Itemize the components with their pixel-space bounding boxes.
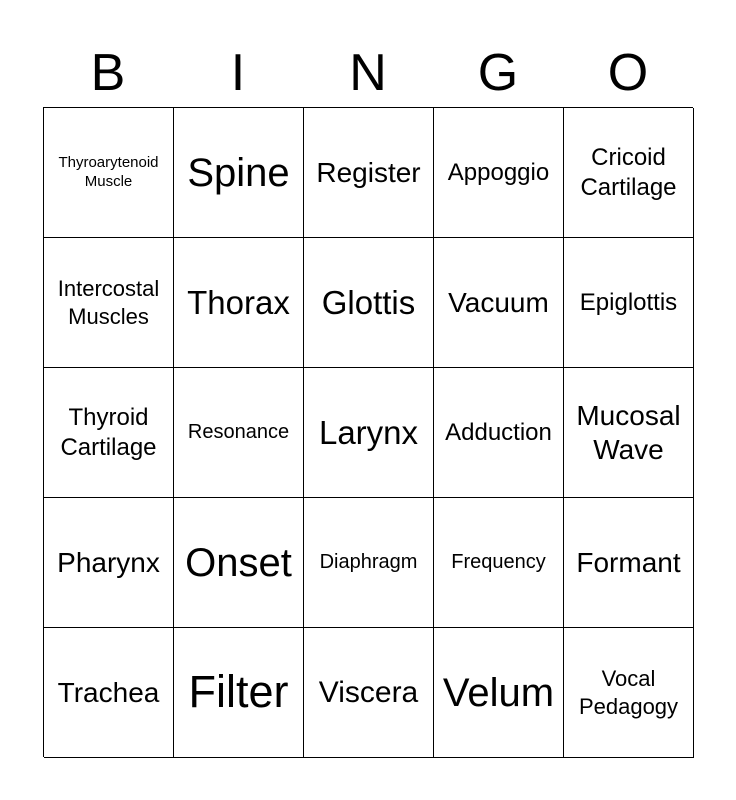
bingo-cell[interactable]: Onset <box>174 498 304 628</box>
header-letter-g: G <box>477 44 519 102</box>
bingo-cell[interactable]: Appoggio <box>434 108 564 238</box>
bingo-cell[interactable]: Thyroid Cartilage <box>44 368 174 498</box>
bingo-cell[interactable]: Trachea <box>44 628 174 758</box>
bingo-cell[interactable]: Vacuum <box>434 238 564 368</box>
bingo-board <box>43 107 693 757</box>
bingo-cell[interactable]: Resonance <box>174 368 304 498</box>
bingo-cell[interactable]: Diaphragm <box>304 498 434 628</box>
bingo-cell[interactable]: Epiglottis <box>564 238 694 368</box>
bingo-cell[interactable]: Adduction <box>434 368 564 498</box>
bingo-cell[interactable]: Formant <box>564 498 694 628</box>
bingo-cell[interactable]: Spine <box>174 108 304 238</box>
bingo-cell[interactable]: Larynx <box>304 368 434 498</box>
header-letter-b: B <box>90 44 126 102</box>
bingo-cell[interactable]: Vocal Pedagogy <box>564 628 694 758</box>
bingo-cell[interactable]: Pharynx <box>44 498 174 628</box>
bingo-cell[interactable]: Thyroarytenoid Muscle <box>44 108 174 238</box>
bingo-cell[interactable]: Thorax <box>174 238 304 368</box>
bingo-cell[interactable]: Mucosal Wave <box>564 368 694 498</box>
bingo-cell[interactable]: Glottis <box>304 238 434 368</box>
bingo-cell[interactable]: Intercostal Muscles <box>44 238 174 368</box>
header-letter-i: I <box>230 44 246 102</box>
bingo-cell[interactable]: Filter <box>174 628 304 758</box>
bingo-cell[interactable]: Frequency <box>434 498 564 628</box>
header-letter-o: O <box>607 44 649 102</box>
bingo-cell[interactable]: Viscera <box>304 628 434 758</box>
bingo-cell[interactable]: Register <box>304 108 434 238</box>
bingo-cell[interactable]: Cricoid Cartilage <box>564 108 694 238</box>
header-letter-n: N <box>349 44 387 102</box>
bingo-header <box>43 40 693 106</box>
bingo-cell[interactable]: Velum <box>434 628 564 758</box>
